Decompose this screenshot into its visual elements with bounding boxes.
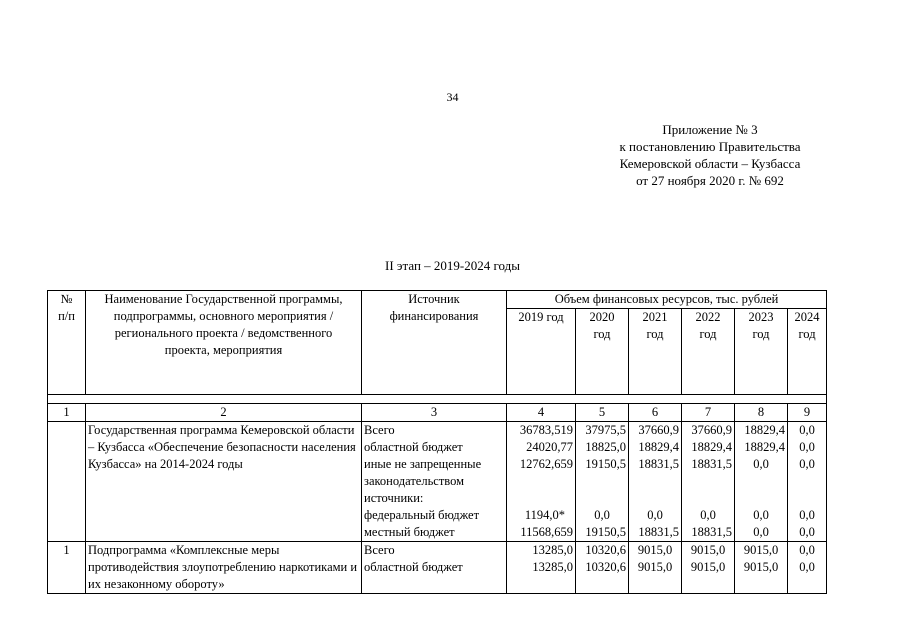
page-number: 34 — [446, 90, 459, 104]
cell-value: 10320,6 — [585, 543, 626, 557]
header-year: 2023 год — [735, 309, 788, 395]
year-values — [507, 422, 576, 542]
year-values — [576, 542, 629, 594]
header-year: 2019 год — [507, 309, 576, 395]
column-number: 3 — [362, 404, 507, 422]
cell-value: 9015,0 — [690, 560, 726, 574]
column-number: 1 — [48, 404, 86, 422]
cell-value: 0,0 — [799, 525, 815, 539]
source-label: Всего — [364, 423, 395, 437]
year-values — [735, 422, 788, 542]
source-label: местный бюджет — [364, 525, 455, 539]
row-sources — [362, 542, 507, 594]
cell-value: 0,0 — [594, 508, 610, 522]
source-label: областной бюджет — [364, 560, 463, 574]
cell-value: 37975,5 — [585, 423, 626, 437]
column-number: 7 — [682, 404, 735, 422]
year-values — [576, 422, 629, 542]
year-values — [507, 542, 576, 594]
year-values — [788, 542, 827, 594]
header-year: 2022 год — [682, 309, 735, 395]
row-sources — [362, 422, 507, 542]
cell-value: 19150,5 — [585, 525, 626, 539]
column-number: 2 — [86, 404, 362, 422]
header-year: 2021 год — [629, 309, 682, 395]
cell-value: 18831,5 — [691, 457, 732, 471]
cell-value: 1194,0* — [524, 508, 565, 522]
header-num: № п/п — [48, 291, 86, 395]
cell-value: 18831,5 — [638, 525, 679, 539]
cell-value: 0,0 — [799, 543, 815, 557]
cell-value: 9015,0 — [743, 560, 779, 574]
cell-value: 37660,9 — [691, 423, 732, 437]
year-values — [735, 542, 788, 594]
row-name: Государственная программа Кемеровской области – Кузбасса «Обеспечение безопасности населения Кузбасса» на 2014-2024 годы — [86, 422, 362, 542]
appendix-line: к постановлению Правительства — [619, 139, 801, 154]
header-year: 2024 год — [788, 309, 827, 395]
row-name: Подпрограмма «Комплексные меры противодействия злоупотреблению наркотиками и их незаконному обороту» — [86, 542, 362, 594]
cell-value: 0,0 — [753, 508, 769, 522]
appendix-line: Приложение № 3 — [662, 122, 758, 137]
appendix-line: Кемеровской области – Кузбасса — [619, 156, 801, 171]
cell-value: 18825,0 — [585, 440, 626, 454]
source-label: областной бюджет — [364, 440, 463, 454]
cell-value: 12762,659 — [519, 457, 573, 471]
cell-value: 0,0 — [647, 508, 663, 522]
spacer-row — [48, 395, 827, 404]
cell-value: 11568,659 — [520, 525, 573, 539]
cell-value: 0,0 — [799, 457, 815, 471]
financing-table — [47, 290, 827, 594]
source-label: иные не запрещенные законодательством источники: — [364, 457, 482, 505]
year-values — [788, 422, 827, 542]
cell-value: 13285,0 — [532, 560, 573, 574]
year-values — [629, 542, 682, 594]
cell-value: 37660,9 — [638, 423, 679, 437]
table-row — [48, 542, 827, 594]
header-volume: Объем финансовых ресурсов, тыс. рублей — [507, 291, 827, 309]
column-number: 5 — [576, 404, 629, 422]
cell-value: 0,0 — [753, 525, 769, 539]
row-num: 1 — [48, 542, 86, 594]
cell-value: 18831,5 — [691, 525, 732, 539]
appendix-block — [560, 121, 860, 189]
cell-value: 9015,0 — [743, 543, 779, 557]
cell-value: 18829,4 — [691, 440, 732, 454]
source-label: Всего — [364, 543, 395, 557]
year-values — [682, 542, 735, 594]
cell-value: 13285,0 — [532, 543, 573, 557]
header-source: Источник финансирования — [362, 291, 507, 395]
cell-value: 18829,4 — [638, 440, 679, 454]
cell-value: 9015,0 — [690, 543, 726, 557]
cell-value: 0,0 — [799, 423, 815, 437]
stage-title: II этап – 2019-2024 годы — [385, 258, 520, 273]
column-number: 6 — [629, 404, 682, 422]
header-name: Наименование Государственной программы, подпрограммы, основного мероприятия / регионального проекта / ведомственного проекта, мероприятия — [86, 291, 362, 395]
cell-value: 18831,5 — [638, 457, 679, 471]
appendix-line: от 27 ноября 2020 г. № 692 — [636, 173, 784, 188]
column-number: 4 — [507, 404, 576, 422]
cell-value: 24020,77 — [526, 440, 573, 454]
cell-value: 0,0 — [799, 508, 815, 522]
cell-value: 19150,5 — [585, 457, 626, 471]
column-number: 8 — [735, 404, 788, 422]
cell-value: 0,0 — [799, 560, 815, 574]
year-values — [682, 422, 735, 542]
cell-value: 0,0 — [753, 457, 769, 471]
column-numbers-row — [48, 404, 827, 422]
table-row — [48, 422, 827, 542]
header-year: 2020 год — [576, 309, 629, 395]
cell-value: 0,0 — [700, 508, 716, 522]
year-values — [629, 422, 682, 542]
cell-value: 9015,0 — [637, 543, 673, 557]
cell-value: 10320,6 — [585, 560, 626, 574]
cell-value: 18829,4 — [744, 423, 785, 437]
header-row — [48, 291, 827, 309]
row-num — [48, 422, 86, 542]
cell-value: 18829,4 — [744, 440, 785, 454]
source-label: федеральный бюджет — [364, 508, 480, 522]
cell-value: 9015,0 — [637, 560, 673, 574]
column-number: 9 — [788, 404, 827, 422]
cell-value: 0,0 — [799, 440, 815, 454]
cell-value: 36783,519 — [519, 423, 573, 437]
